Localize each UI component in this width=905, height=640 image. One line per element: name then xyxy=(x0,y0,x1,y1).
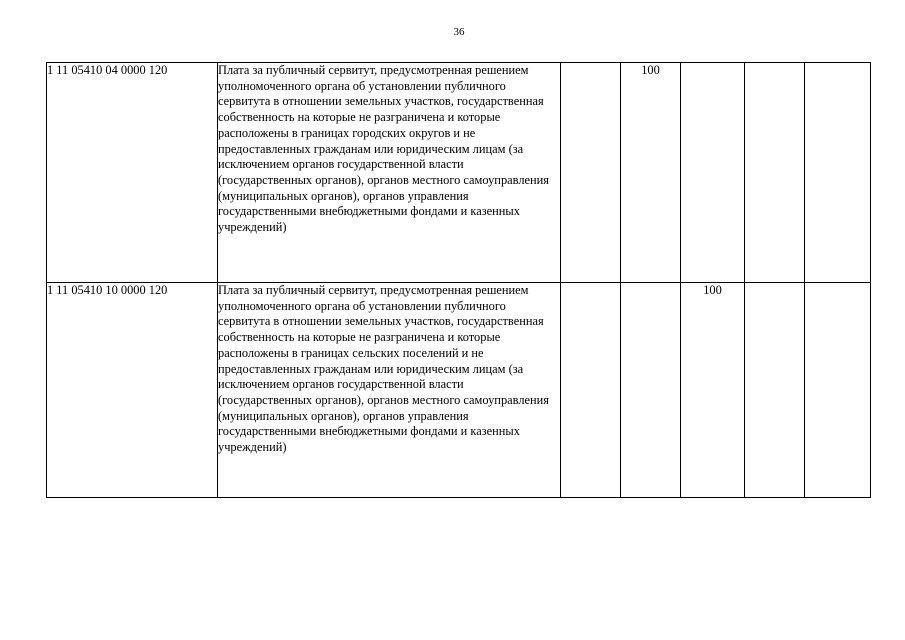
value-cell-4 xyxy=(745,63,805,283)
value-cell-2 xyxy=(621,283,681,498)
value-cell-4 xyxy=(745,283,805,498)
table-row xyxy=(47,63,871,283)
value-cell-2: 100 xyxy=(621,63,681,283)
value-cell-5 xyxy=(805,63,871,283)
page-number: 36 xyxy=(453,26,465,38)
value-cell-1 xyxy=(561,63,621,283)
description-text: Плата за публичный сервитут, предусмотренная решением уполномоченного органа об установлении публичного сервитута в отношении земельных участков, государственная собственность на которые не разграничена и которые расположены в границах городских округов и не предоставленных гражданам или юридическим лицам (за исключением органов государственной власти (государственных органов), органов местного самоуправления (муниципальных органов), органов управления государственными внебюджетными фондами и казенных учреждений) xyxy=(218,63,549,235)
value-cell-1 xyxy=(561,283,621,498)
description-cell xyxy=(218,283,561,498)
budget-code-cell: 1 11 05410 10 0000 120 xyxy=(47,283,218,498)
description-cell xyxy=(218,63,561,283)
value-cell-3: 100 xyxy=(681,283,745,498)
value-cell-5 xyxy=(805,283,871,498)
description-text: Плата за публичный сервитут, предусмотренная решением уполномоченного органа об установлении публичного сервитута в отношении земельных участков, государственная собственность на которые не разграничена и которые расположены в границах сельских поселений и не предоставленных гражданам или юридическим лицам (за исключением органов государственной власти (государственных органов), органов местного самоуправления (муниципальных органов), органов управления государственными внебюджетными фондами и казенных учреждений) xyxy=(218,283,549,455)
budget-code-cell: 1 11 05410 04 0000 120 xyxy=(47,63,218,283)
revenue-table xyxy=(46,62,871,498)
table-row xyxy=(47,283,871,498)
value-cell-3 xyxy=(681,63,745,283)
